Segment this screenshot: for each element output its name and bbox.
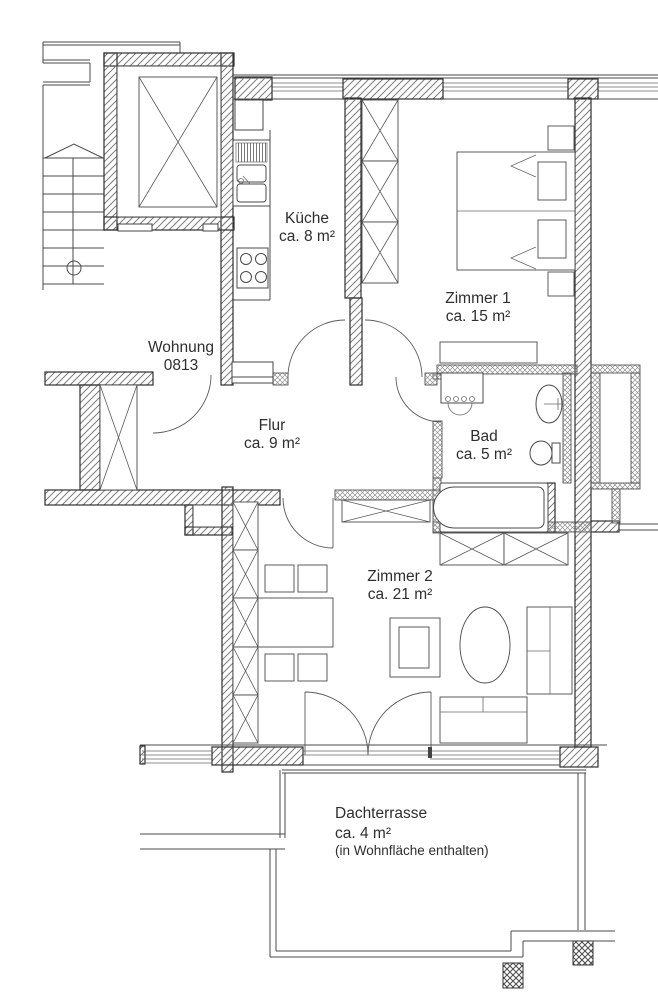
room-label-kueche: Küche	[285, 210, 329, 227]
niche-top-wall	[591, 365, 640, 373]
pillow	[538, 220, 566, 258]
nightstand	[548, 126, 574, 150]
sink-drainer	[236, 143, 267, 162]
dresser	[440, 342, 537, 363]
kitchen-stove	[237, 248, 268, 288]
stair-direction-arrow	[45, 144, 103, 158]
door-jamb	[273, 373, 288, 385]
room-area-zimmer2: ca. 21 m²	[367, 586, 433, 603]
window-band-bottom	[140, 745, 607, 765]
wall-stub-doors	[350, 298, 362, 385]
room-area-flur: ca. 9 m²	[244, 435, 300, 452]
window-room1	[443, 83, 568, 91]
window-right	[598, 83, 658, 91]
kitchen-fixtures	[233, 100, 270, 300]
entrance-threshold	[232, 362, 273, 383]
dining-chair	[298, 565, 327, 592]
elevator-shaft	[104, 53, 234, 385]
duct-shaft-flur	[100, 385, 137, 490]
room-note-dachterrasse: (in Wohnfläche enthalten)	[335, 843, 489, 858]
wall-niche	[193, 505, 222, 527]
terrace-post	[573, 941, 593, 965]
door-arc-room2	[283, 498, 333, 548]
washbasin	[536, 385, 562, 423]
room2-left-wall	[222, 487, 233, 772]
wall-kitchen-room1	[345, 98, 361, 298]
wall-pier	[568, 79, 598, 99]
fridge	[235, 100, 263, 130]
room-label-dachterrasse: Dachterrasse	[335, 805, 428, 822]
radiator-box	[342, 500, 430, 522]
kitchen-sink	[233, 140, 270, 206]
room-area-dachterrasse: ca. 4 m²	[335, 825, 391, 842]
armchair	[390, 618, 440, 677]
room-area-kueche: ca. 8 m²	[279, 228, 335, 245]
toilet	[530, 441, 560, 465]
room-label-zimmer2: Zimmer 2	[367, 568, 433, 585]
nightstand	[548, 272, 574, 296]
coffee-table	[460, 607, 510, 683]
doors	[153, 320, 441, 755]
apartment-number: 0813	[163, 357, 199, 374]
wardrobe-room1	[362, 100, 398, 283]
wall-pier	[235, 77, 272, 100]
room-label-bad: Bad	[470, 428, 498, 445]
room-label-flur: Flur	[258, 417, 286, 434]
apartment-label: Wohnung	[147, 339, 215, 356]
sofa-bottom	[440, 697, 527, 743]
bottom-pier-right	[560, 747, 598, 767]
dining-chair	[265, 654, 294, 681]
dining-chair	[298, 654, 327, 681]
wall-pier	[343, 79, 443, 99]
french-doors	[305, 692, 431, 755]
room-label-zimmer1: Zimmer 1	[445, 290, 511, 307]
door-arc-entrance	[153, 375, 211, 433]
terrace-outline	[140, 770, 615, 988]
sofa-right	[527, 607, 572, 694]
niche-left-wall	[591, 373, 600, 483]
bathtub	[434, 483, 549, 532]
niche-bottom-wall	[591, 483, 640, 489]
right-outer-wall	[575, 98, 591, 747]
terrace-post	[503, 963, 523, 988]
staircase	[43, 144, 104, 284]
window-kitchen	[272, 83, 343, 91]
dining-table	[258, 598, 333, 647]
under-tub-cabinet	[440, 533, 568, 565]
room2-top-light-wall	[335, 490, 440, 500]
wardrobe-room2	[233, 502, 258, 743]
stair-column	[67, 261, 81, 275]
bad-right-wall	[563, 373, 571, 483]
bottom-pier-left	[212, 747, 303, 765]
niche-right-wall	[631, 373, 640, 483]
small-shaft-wall	[612, 489, 620, 523]
bedroom-furniture	[440, 126, 575, 363]
elevator-door-notch	[118, 224, 152, 231]
door-jamb	[425, 373, 437, 385]
pillow	[538, 162, 566, 200]
room-area-bad: ca. 5 m²	[456, 446, 512, 463]
terrace-railing	[578, 773, 585, 930]
room-area-zimmer1: ca. 15 m²	[445, 308, 511, 325]
door-arc-room1	[365, 320, 422, 377]
window-left-segment	[142, 751, 212, 763]
flur-top-wall	[45, 372, 153, 385]
right-edge-lines	[619, 524, 658, 530]
double-bed	[457, 152, 575, 270]
elevator-door-notch	[203, 224, 218, 231]
bad-left-wall	[433, 421, 442, 478]
elevator-car	[139, 77, 217, 207]
vanity-unit	[441, 373, 483, 415]
dining-chair	[265, 565, 294, 592]
window-divider	[428, 747, 432, 758]
shaft-wall-left	[80, 385, 100, 490]
door-arc-kitchen	[288, 320, 345, 377]
window-band-top	[233, 75, 658, 100]
